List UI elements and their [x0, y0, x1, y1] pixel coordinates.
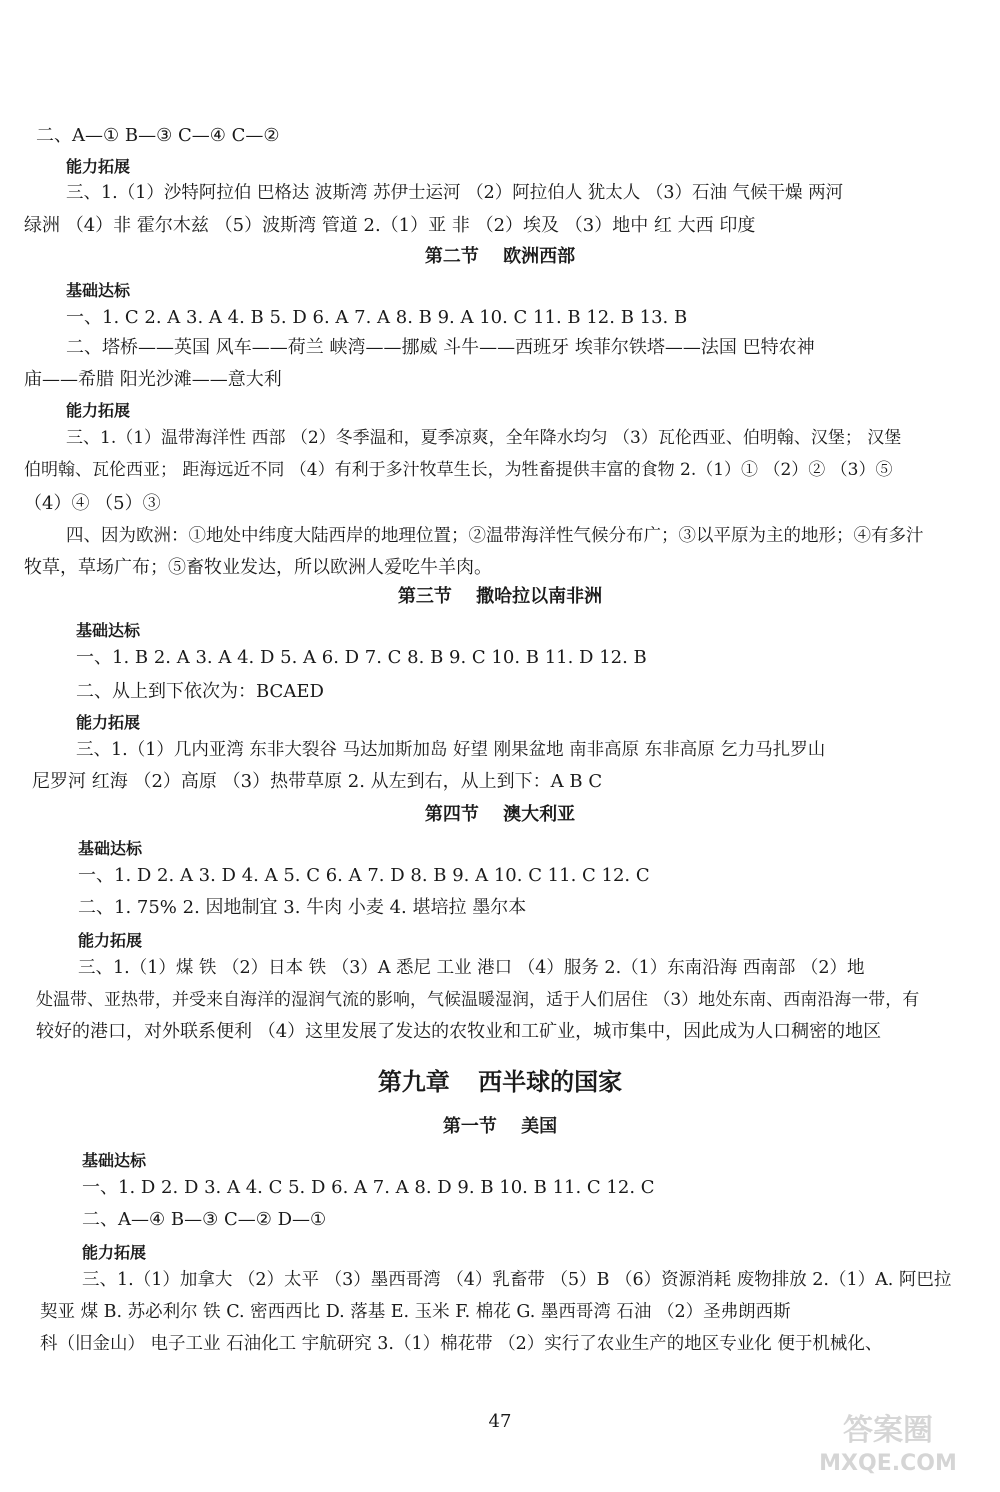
- answer-line: 契亚 煤 B. 苏必利尔 铁 C. 密西西比 D. 落基 E. 玉米 F. 棉花 G. 墨西哥湾 石油 （2）圣弗朗西斯: [40, 1302, 791, 1322]
- answer-line: 二、A—① B—③ C—④ C—②: [36, 125, 280, 146]
- answer-line: 牧草，草场广布；⑤畜牧业发达，所以欧洲人爱吃牛羊肉。: [24, 557, 492, 578]
- answer-line: 处温带、亚热带，并受来自海洋的湿润气流的影响，气候温暖湿润，适于人们居住 （3）地处东南、西南沿海一带，有: [36, 990, 920, 1010]
- chapter-heading: 第九章 西半球的国家: [377, 1068, 623, 1096]
- answer-line: 三、1.（1）加拿大 （2）太平 （3）墨西哥湾 （4）乳畜带 （5）B （6）资源消耗 废物排放 2.（1）A. 阿巴拉: [82, 1270, 952, 1290]
- answer-line: 一、1. D 2. A 3. D 4. A 5. C 6. A 7. D 8. B 9. A 10. C 11. C 12. C: [78, 865, 650, 886]
- answer-line: 一、1. B 2. A 3. A 4. D 5. A 6. D 7. C 8. B 9. C 10. B 11. D 12. B: [76, 647, 647, 668]
- answer-line: 二、从上到下依次为：BCAED: [76, 681, 324, 702]
- answer-line: 伯明翰、瓦伦西亚； 距海远近不同 （4）有利于多汁牧草生长，为牲畜提供丰富的食物 2.（1）① （2）② （3）⑤: [24, 460, 893, 480]
- answer-line: （4）④ （5）③: [24, 493, 161, 514]
- answer-line: 三、1.（1）几内亚湾 东非大裂谷 马达加斯加岛 好望 刚果盆地 南非高原 东非高原 乞力马扎罗山: [76, 740, 826, 760]
- section-label: 能力拓展: [66, 157, 131, 176]
- answer-line: 四、因为欧洲：①地处中纬度大陆西岸的地理位置；②温带海洋性气候分布广；③以平原为主的地形；④有多汁: [66, 526, 924, 546]
- answer-line: 一、1. C 2. A 3. A 4. B 5. D 6. A 7. A 8. B 9. A 10. C 11. B 12. B 13. B: [66, 307, 688, 328]
- watermark-text: 答案圈: [843, 1413, 933, 1448]
- section-label: 基础达标: [66, 281, 131, 300]
- answer-line: 科（旧金山） 电子工业 石油化工 宇航研究 3.（1）棉花带 （2）实行了农业生产的地区专业化 便于机械化、: [40, 1334, 883, 1354]
- section-heading: 第三节 撒哈拉以南非洲: [397, 586, 603, 607]
- answer-line: 庙——希腊 阳光沙滩——意大利: [24, 369, 282, 390]
- answer-line: 二、塔桥——英国 风车——荷兰 峡湾——挪威 斗牛——西班牙 埃菲尔铁塔——法国 巴特农神: [66, 337, 815, 358]
- section-heading: 第二节 欧洲西部: [424, 246, 576, 267]
- page-number: 47: [488, 1411, 512, 1432]
- section-label: 基础达标: [76, 621, 141, 640]
- answer-line: 一、1. D 2. D 3. A 4. C 5. D 6. A 7. A 8. D 9. B 10. B 11. C 12. C: [82, 1177, 655, 1198]
- section-label: 基础达标: [82, 1151, 147, 1170]
- section-heading: 第一节 美国: [442, 1116, 558, 1137]
- section-label: 能力拓展: [78, 931, 143, 950]
- section-label: 能力拓展: [66, 401, 131, 420]
- answer-line: 二、A—④ B—③ C—② D—①: [82, 1209, 327, 1230]
- section-label: 能力拓展: [82, 1243, 147, 1262]
- answer-line: 三、1.（1）温带海洋性 西部 （2）冬季温和，夏季凉爽，全年降水均匀 （3）瓦伦西亚、伯明翰、汉堡； 汉堡: [66, 428, 902, 448]
- answer-line: 尼罗河 红海 （2）高原 （3）热带草原 2. 从左到右，从上到下：A B C: [32, 771, 603, 792]
- answer-line: 三、1.（1）煤 铁 （2）日本 铁 （3）A 悉尼 工业 港口 （4）服务 2.（1）东南沿海 西南部 （2）地: [78, 958, 865, 978]
- answer-line: 二、1. 75% 2. 因地制宜 3. 牛肉 小麦 4. 堪培拉 墨尔本: [78, 897, 527, 918]
- answer-line: 较好的港口，对外联系便利 （4）这里发展了发达的农牧业和工矿业，城市集中，因此成为人口稠密的地区: [36, 1021, 882, 1042]
- answer-line: 绿洲 （4）非 霍尔木兹 （5）波斯湾 管道 2.（1）亚 非 （2）埃及 （3）地中 红 大西 印度: [24, 215, 756, 236]
- watermark-logo: [798, 1408, 978, 1478]
- section-heading: 第四节 澳大利亚: [424, 804, 576, 825]
- section-label: 能力拓展: [76, 713, 141, 732]
- answer-line: 三、1.（1）沙特阿拉伯 巴格达 波斯湾 苏伊士运河 （2）阿拉伯人 犹太人 （3）石油 气候干燥 两河: [66, 183, 844, 203]
- section-label: 基础达标: [78, 839, 143, 858]
- watermark-logo-icon: [798, 1408, 978, 1478]
- watermark-url: MXQE.COM: [819, 1451, 957, 1476]
